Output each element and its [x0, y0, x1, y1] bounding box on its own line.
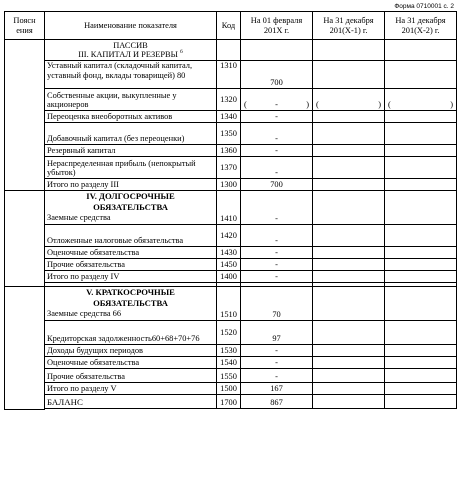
row-value-prev2	[385, 145, 457, 157]
section3-footnote: 6	[180, 49, 183, 56]
end-row	[5, 409, 457, 410]
row-value-current: -	[241, 247, 313, 259]
row-value-prev	[313, 123, 385, 145]
balance-value-current: 867	[241, 395, 313, 409]
row-value-current: 700	[241, 179, 313, 191]
row-value-prev2	[385, 111, 457, 123]
row-code: 1370	[217, 157, 241, 179]
balance-sheet-liabilities-table	[4, 11, 457, 410]
row-label: Заемные средства	[47, 213, 111, 222]
row-code: 1340	[217, 111, 241, 123]
row-value-prev2	[385, 369, 457, 383]
header-col1: На 01 февраля 201Х г.	[241, 12, 313, 40]
row-value-prev	[313, 145, 385, 157]
table-row	[5, 89, 457, 111]
row-value-prev2	[385, 123, 457, 145]
row-code: 1310	[217, 61, 241, 89]
row-code: 1430	[217, 247, 241, 259]
row-code: 1350	[217, 123, 241, 145]
row-label: Нераспределенная прибыль (непокрытый убыток)	[45, 157, 217, 179]
row-value-current: -	[241, 345, 313, 357]
row-value-prev2	[385, 247, 457, 259]
row-value-prev	[313, 357, 385, 369]
row-value-prev	[313, 369, 385, 383]
spacer	[217, 409, 241, 410]
row-value-current: -	[241, 259, 313, 271]
row-value-current: -	[241, 357, 313, 369]
section4-heading-row	[5, 191, 457, 225]
row-value-current: 97	[241, 321, 313, 345]
row-value-prev2	[385, 61, 457, 89]
section3-heading-row	[5, 40, 457, 61]
row-value-prev	[313, 287, 385, 321]
row-value-prev2	[385, 225, 457, 247]
row-code: 1450	[217, 259, 241, 271]
spacer	[313, 409, 385, 410]
row-code: 1300	[217, 179, 241, 191]
section3-title: III. КАПИТАЛ И РЕЗЕРВЫ	[78, 50, 178, 60]
table-row	[5, 145, 457, 157]
row-label: Собственные акции, выкупленные у акционеров	[45, 89, 217, 111]
paren-open: (	[316, 100, 319, 110]
row-value-prev	[313, 157, 385, 179]
row-label: Переоценка внеоборотных активов	[45, 111, 217, 123]
row-value-current: -	[241, 369, 313, 383]
row-value-prev2	[385, 287, 457, 321]
header-col3: На 31 декабря 201(Х-2) г.	[385, 12, 457, 40]
row-label: Доходы будущих периодов	[45, 345, 217, 357]
row-code: 1360	[217, 145, 241, 157]
row-value-prev	[313, 259, 385, 271]
table-row	[5, 225, 457, 247]
row-label: Резервный капитал	[45, 145, 217, 157]
row-value-prev	[313, 345, 385, 357]
header-col2: На 31 декабря 201(Х-1) г.	[313, 12, 385, 40]
table-row	[5, 259, 457, 271]
table-row	[5, 357, 457, 369]
table-row	[5, 157, 457, 179]
row-label: Добавочный капитал (без переоценки)	[45, 123, 217, 145]
v3-empty	[385, 40, 457, 61]
row-code: 1410	[217, 191, 241, 225]
row-code: 1520	[217, 321, 241, 345]
section5-title-line1: V. КРАТКОСРОЧНЫЕ	[86, 287, 175, 297]
row-code: 1400	[217, 271, 241, 283]
header-code: Код	[217, 12, 241, 40]
balance-row	[5, 395, 457, 409]
row-value-prev2	[385, 191, 457, 225]
row-value-prev	[313, 225, 385, 247]
row-value-current: -	[241, 271, 313, 283]
row-value-current	[241, 89, 313, 111]
section3-heading	[45, 40, 217, 61]
table-row	[5, 369, 457, 383]
spacer	[241, 409, 313, 410]
row-value-prev2	[385, 345, 457, 357]
row-label: Оценочные обязательства	[45, 357, 217, 369]
row-value-current: 167	[241, 383, 313, 395]
row-code: 1550	[217, 369, 241, 383]
explanations-cell-section5	[5, 287, 45, 410]
spacer	[45, 409, 217, 410]
row-value-prev	[313, 247, 385, 259]
paren-close: )	[306, 100, 309, 110]
dash: -	[275, 100, 278, 110]
liabilities-title: ПАССИВ	[113, 40, 148, 50]
section5-heading-row	[5, 287, 457, 321]
row-code: 1540	[217, 357, 241, 369]
row-label: Заемные средства 66	[47, 309, 122, 318]
row-value-prev	[313, 179, 385, 191]
row-code: 1530	[217, 345, 241, 357]
section4-title-line1: IV. ДОЛГОСРОЧНЫЕ	[86, 191, 175, 201]
row-value-prev	[313, 191, 385, 225]
row-value-prev	[313, 271, 385, 283]
row-code: 1420	[217, 225, 241, 247]
row-value-prev2	[385, 89, 457, 111]
balance-code: 1700	[217, 395, 241, 409]
row-label: Прочие обязательства	[45, 259, 217, 271]
form-code: Форма 0710001 с. 2	[394, 3, 454, 10]
row-value-prev	[313, 321, 385, 345]
row-label: Оценочные обязательства	[45, 247, 217, 259]
row-value-prev2	[385, 383, 457, 395]
table-row	[5, 179, 457, 191]
paren-open: (	[244, 100, 247, 110]
row-value-current: 700	[241, 61, 313, 89]
row-value-current: -	[241, 191, 313, 225]
row-code: 1320	[217, 89, 241, 111]
section4-title-line2: ОБЯЗАТЕЛЬСТВА	[93, 202, 168, 212]
explanations-cell-section3	[5, 40, 45, 191]
row-value-prev	[313, 61, 385, 89]
paren-close: )	[378, 100, 381, 110]
row-value-prev2	[385, 157, 457, 179]
row-value-prev2	[385, 357, 457, 369]
row-value-prev	[313, 89, 385, 111]
table-row	[5, 271, 457, 283]
section4-heading-cell	[45, 191, 217, 225]
section5-title-line2: ОБЯЗАТЕЛЬСТВА	[93, 298, 168, 308]
row-value-current: -	[241, 145, 313, 157]
row-code: 1510	[217, 287, 241, 321]
row-value-current: -	[241, 123, 313, 145]
row-value-prev2	[385, 321, 457, 345]
section3-title-wrap	[47, 50, 214, 60]
explanations-cell-section4	[5, 191, 45, 287]
row-label: Прочие обязательства	[45, 369, 217, 383]
row-value-current: 70	[241, 287, 313, 321]
table-row	[5, 383, 457, 395]
v1-empty	[241, 40, 313, 61]
row-label: Итого по разделу IV	[45, 271, 217, 283]
row-value-current: -	[241, 225, 313, 247]
section5-heading-cell	[45, 287, 217, 321]
v2-empty	[313, 40, 385, 61]
paren-close: )	[450, 100, 453, 110]
row-value-prev	[313, 395, 385, 409]
row-label: Кредиторская задолженность60+68+70+76	[45, 321, 217, 345]
row-code: 1500	[217, 383, 241, 395]
row-label: Отложенные налоговые обязательства	[45, 225, 217, 247]
paren-open: (	[388, 100, 391, 110]
balance-label: БАЛАНС	[45, 395, 217, 409]
header-indicator: Наименование показателя	[45, 12, 217, 40]
table-row	[5, 321, 457, 345]
table-row	[5, 247, 457, 259]
row-label: Итого по разделу III	[45, 179, 217, 191]
row-value-prev2	[385, 179, 457, 191]
table-row	[5, 345, 457, 357]
code-empty	[217, 40, 241, 61]
row-value-prev	[313, 111, 385, 123]
row-label: Уставный капитал (складочный капитал, уставный фонд, вклады товарищей) 80	[45, 61, 217, 89]
header-explanations: Поясн ения	[5, 12, 45, 40]
row-value-current: -	[241, 111, 313, 123]
table-row	[5, 111, 457, 123]
spacer	[385, 409, 457, 410]
row-value-prev2	[385, 395, 457, 409]
table-row	[5, 123, 457, 145]
row-value-prev	[313, 383, 385, 395]
row-value-prev2	[385, 271, 457, 283]
row-value-prev2	[385, 259, 457, 271]
table-header-row	[5, 12, 457, 40]
row-value-current: -	[241, 157, 313, 179]
table-row	[5, 61, 457, 89]
row-label: Итого по разделу V	[45, 383, 217, 395]
